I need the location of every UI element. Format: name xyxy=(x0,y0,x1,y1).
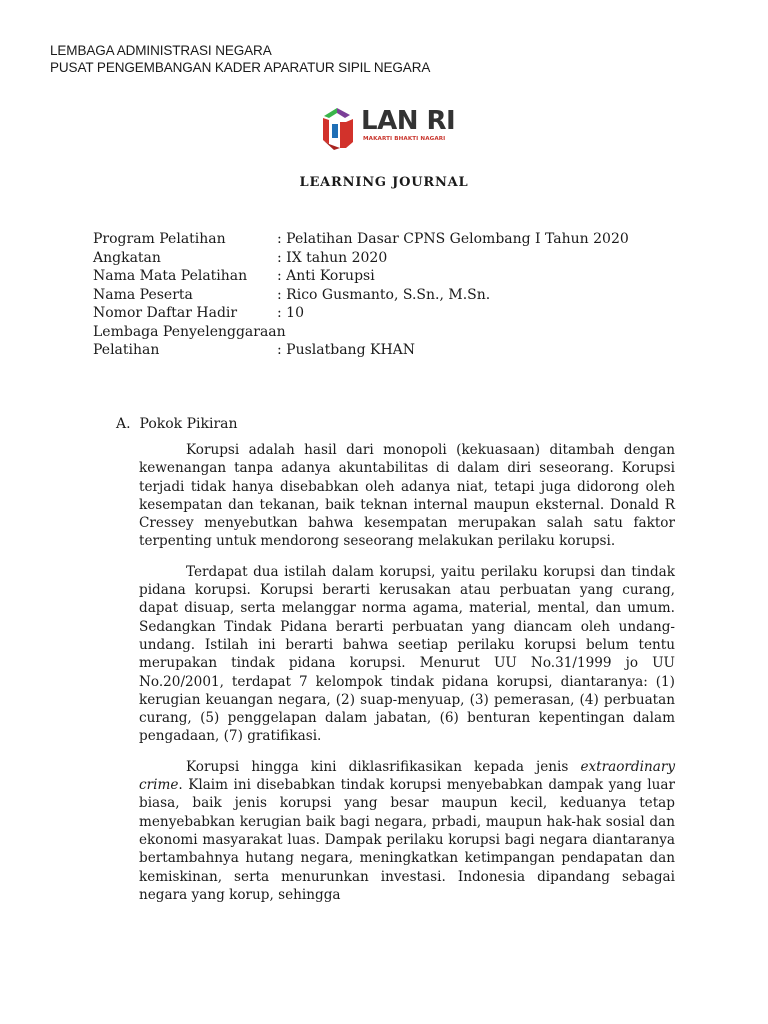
lan-ri-logo xyxy=(320,104,470,154)
info-label: Program Pelatihan xyxy=(93,231,226,247)
info-label: Lembaga Penyelenggaraan xyxy=(93,323,286,340)
lan-ri-emblem-icon xyxy=(320,104,362,154)
paragraph: Korupsi adalah hasil dari monopoli (kekuasaan) ditambah dengan kewenangan tanpa adanya akuntabilitas di dalam diri seseorang. Korupsi terjadi tidak hanya disebabkan oleh adanya niat, tetapi juga didorong oleh kesempatan dan tekanan, baik teknan internal maupun eksternal. Donald R Cressey menyebutkan bahwa kesempatan merupakan salah satu faktor terpenting untuk mendorong seseorang melakukan perilaku korupsi. xyxy=(139,442,675,550)
paragraph-text: . Klaim ini disebabkan tindak korupsi menyebabkan dampak yang luar biasa, baik jenis korupsi yang besar maupun kecil, keduanya tetap menyebabkan kerugian baik bagi negara, prbadi, maupun hak-hak sosial dan ekonomi masyarakat luas. Dampak perilaku korupsi bagi negara diantaranya bertambahnya hutang negara, meningkatkan ketimpangan pendapatan dan kemiskinan, serta menurunkan investasi. Indonesia dipandang sebagai negara yang korup, sehingga xyxy=(139,777,675,903)
info-label: Pelatihan xyxy=(93,342,160,358)
paragraph xyxy=(139,758,675,904)
info-value: : Puslatbang KHAN xyxy=(277,341,415,360)
info-value: : Rico Gusmanto, S.Sn., M.Sn. xyxy=(277,286,490,305)
logo-tagline: MAKARTI BHAKTI NAGARI xyxy=(363,136,446,142)
info-label: Nomor Daftar Hadir xyxy=(93,305,238,321)
info-value: : Pelatihan Dasar CPNS Gelombang I Tahun 2020 xyxy=(277,230,629,249)
info-value: : IX tahun 2020 xyxy=(277,249,387,268)
info-label: Angkatan xyxy=(93,249,161,266)
section-body xyxy=(139,441,675,916)
info-row xyxy=(93,286,629,305)
info-row xyxy=(93,249,629,268)
header-institution: LEMBAGA ADMINISTRASI NEGARA xyxy=(50,43,272,58)
section-heading: A. Pokok Pikiran xyxy=(116,416,238,432)
info-row xyxy=(93,267,629,286)
info-row xyxy=(93,304,629,323)
info-row xyxy=(93,230,629,249)
info-label: Nama Mata Pelatihan xyxy=(93,268,248,284)
info-value: : Anti Korupsi xyxy=(277,267,375,286)
info-value: : 10 xyxy=(277,304,304,323)
document-header xyxy=(50,42,430,76)
info-row-org-label xyxy=(93,323,629,342)
paragraph-italic-term: extraordinary crime xyxy=(139,758,675,794)
info-label: Nama Peserta xyxy=(93,286,193,303)
paragraph-text: Korupsi hingga kini diklasrifikasikan kepada jenis xyxy=(186,758,581,775)
paragraph: Terdapat dua istilah dalam korupsi, yaitu perilaku korupsi dan tindak pidana korupsi. Korupsi berarti kerusakan atau perbuatan yang curang, dapat disuap, serta melanggar norma agama, material, mental, dan umum. Sedangkan Tindak Pidana berarti perbuatan yang diancam oleh undang-undang. Istilah ini berarti bahwa seetiap perilaku korupsi belum tentu merupakan tindak pidana korupsi. Menurut UU No.31/1999 jo UU No.20/2001, terdapat 7 kelompok tindak pidana korupsi, diantaranya: (1) kerugian keuangan negara, (2) suap-menyuap, (3) pemerasan, (4) perbuatan curang, (5) penggelapan dalam jabatan, (6) benturan kepentingan dalam pengadaan, (7) gratifikasi. xyxy=(139,563,675,745)
info-row-org xyxy=(93,341,629,360)
logo-name: LAN RI xyxy=(361,106,456,136)
header-center: PUSAT PENGEMBANGAN KADER APARATUR SIPIL NEGARA xyxy=(50,60,431,75)
page-title: LEARNING JOURNAL xyxy=(299,175,469,190)
info-table xyxy=(93,230,629,360)
